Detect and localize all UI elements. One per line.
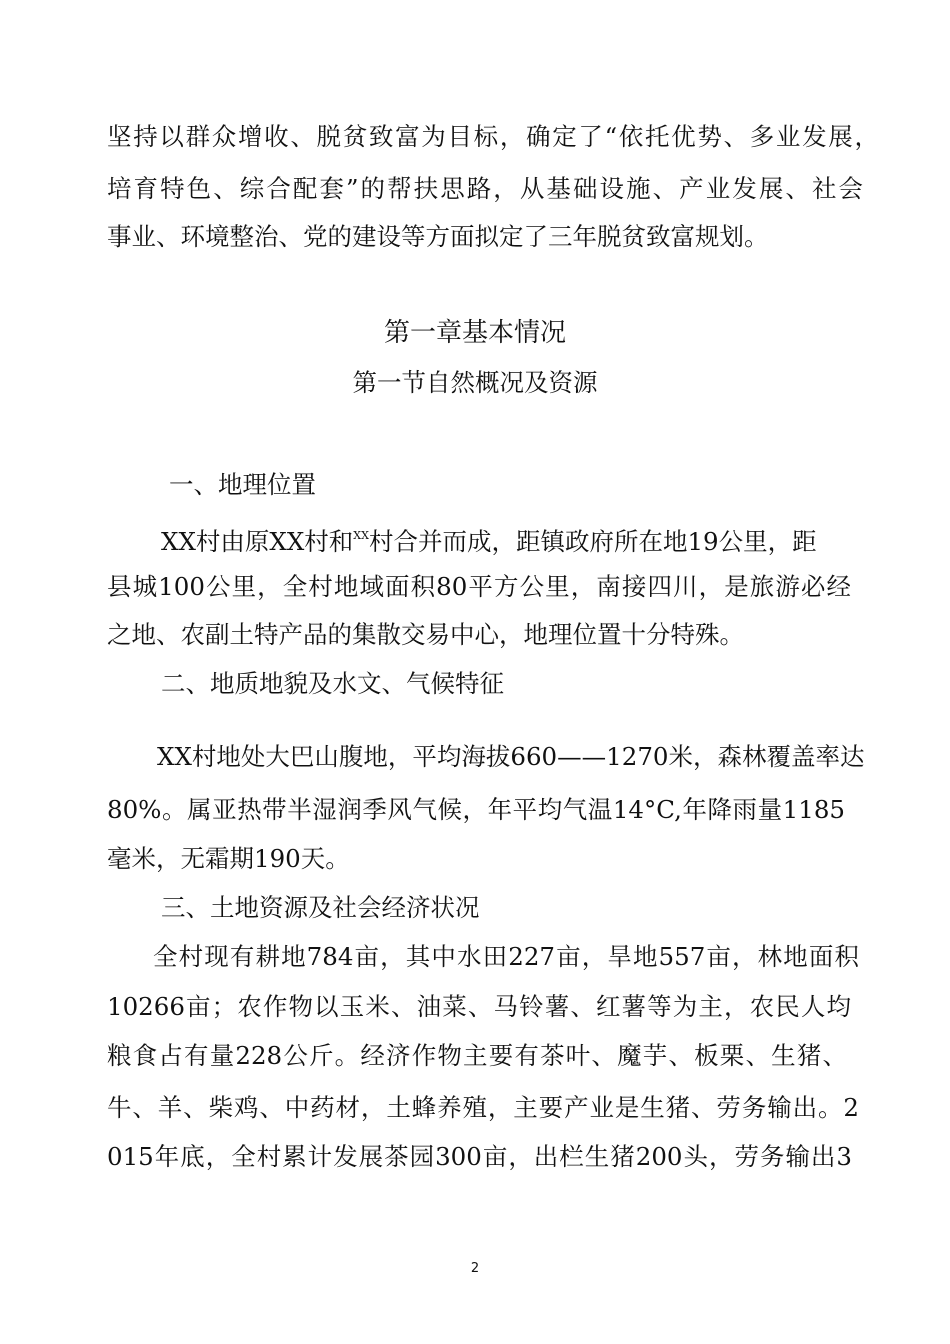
- sec1-line-3: 之地、农副土特产品的集散交易中心，地理位置十分特殊。: [107, 620, 744, 649]
- chapter-title: 第一章基本情况: [383, 318, 566, 348]
- intro-line-1: 坚持以群众增收、脱贫致富为目标，确定了“依托优势、多业发展，: [107, 122, 879, 151]
- sec3-heading: 三、土地资源及社会经济状况: [161, 893, 480, 922]
- sec3-line-2: 10266亩；农作物以玉米、油菜、马铃薯、红薯等为主，农民人均: [107, 992, 851, 1021]
- sec1-heading: 一、地理位置: [169, 470, 316, 499]
- sec3-line-5: 015年底，全村累计发展茶园300亩，出栏生猪200头，劳务输出3: [107, 1142, 852, 1171]
- sec2-line-3: 毫米，无霜期190天。: [107, 844, 350, 873]
- section-title: 第一节自然概况及资源: [352, 368, 598, 397]
- sec1-superscript: XX: [353, 529, 369, 542]
- sec2-line-2: 80%。属亚热带半湿润季风气候，年平均气温14°C,年降雨量1185: [107, 795, 845, 824]
- sec3-line-1: 全村现有耕地784亩，其中水田227亩，旱地557亩，林地面积: [153, 942, 859, 971]
- page-number: 2: [470, 1261, 480, 1276]
- sec2-heading: 二、地质地貌及水文、气候特征: [161, 669, 504, 698]
- intro-line-3: 事业、环境整治、党的建设等方面拟定了三年脱贫致富规划。: [107, 222, 769, 251]
- intro-line-2: 培育特色、综合配套”的帮扶思路，从基础设施、产业发展、社会: [107, 174, 863, 203]
- sec1-line-2: 县城100公里，全村地域面积80平方公里，南接四川，是旅游必经: [107, 572, 851, 601]
- sec1-line-1-text-b: 村合并而成，距镇政府所在地19公里，距: [368, 527, 817, 556]
- sec2-line-1: XX村地处大巴山腹地，平均海拔660——1270米，森林覆盖率达: [157, 742, 865, 771]
- sec3-line-4: 牛、羊、柴鸡、中药材，土蜂养殖，主要产业是生猪、劳务输出。2: [107, 1093, 859, 1122]
- sec1-line-1-text-a: XX村由原XX村和: [161, 527, 354, 556]
- sec1-line-1: [161, 520, 817, 558]
- sec3-line-3: 粮食占有量228公斤。经济作物主要有茶叶、魔芋、板栗、生猪、: [107, 1041, 847, 1070]
